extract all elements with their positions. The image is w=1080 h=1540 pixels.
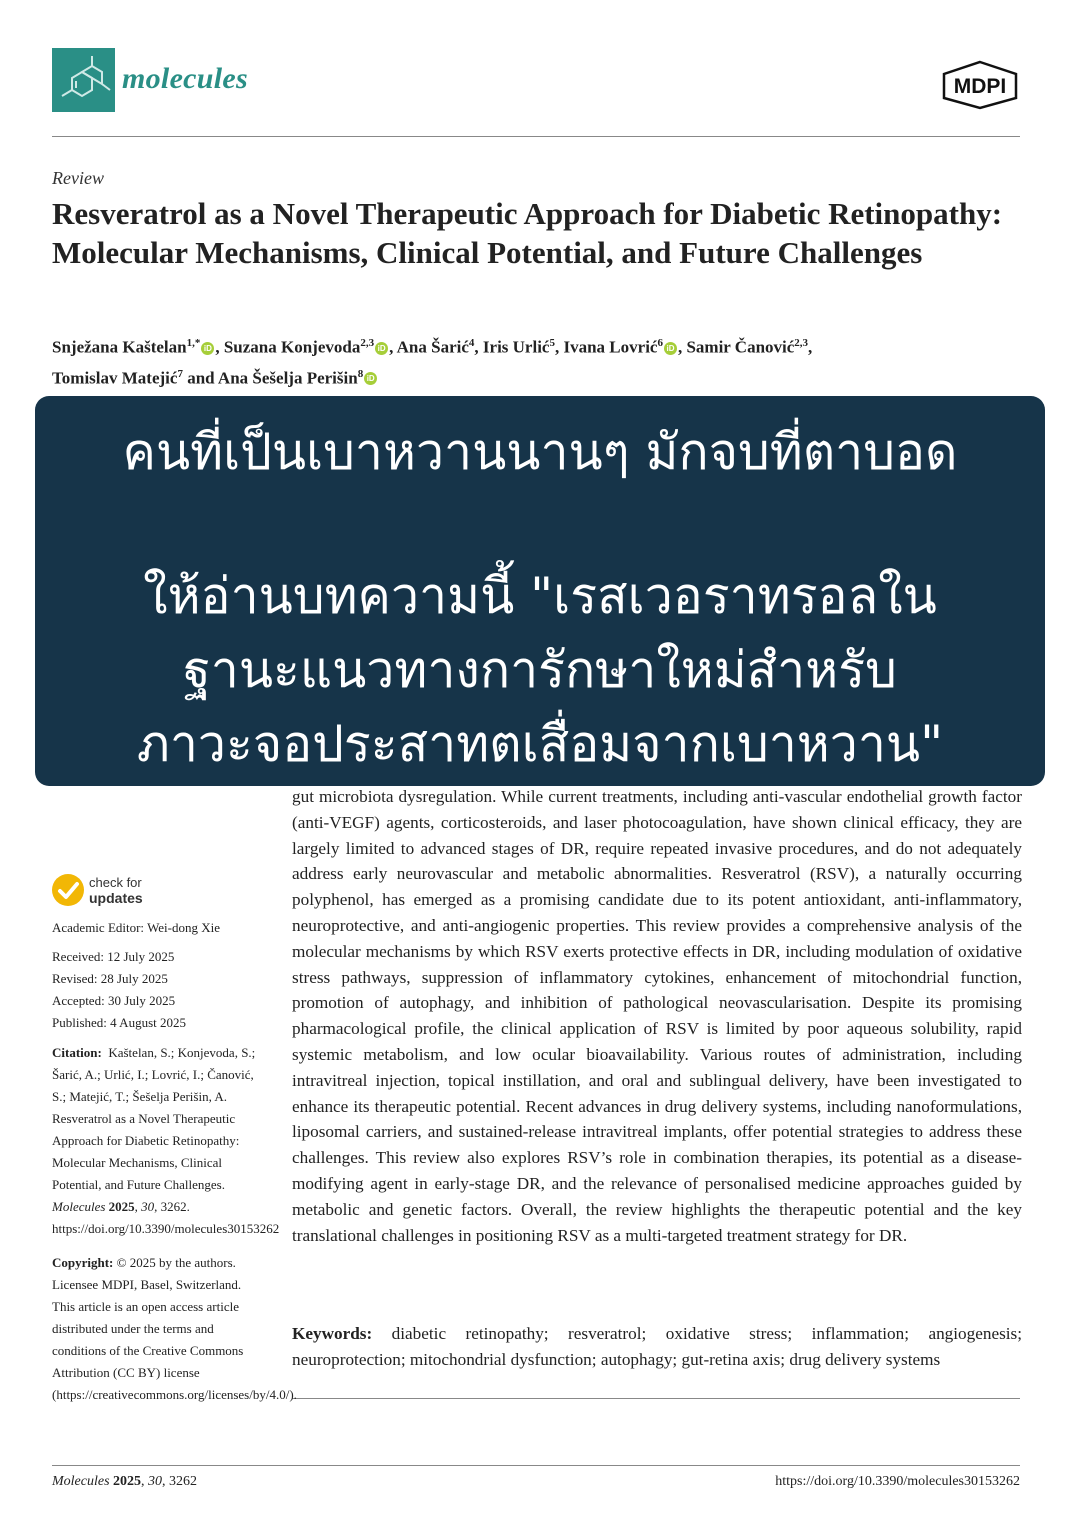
footer-doi-link[interactable]: https://doi.org/10.3390/molecules30153262 bbox=[775, 1474, 1020, 1489]
affiliation-marker: 2,3 bbox=[360, 337, 375, 349]
citation-doi[interactable]: , 3262. https://doi.org/10.3390/molecules30153262 bbox=[52, 1199, 280, 1236]
affiliation-marker: 8 bbox=[357, 367, 364, 380]
citation-text: Kaštelan, S.; Konjevoda, S.; Šarić, A.; Urlić, I.; Lovrić, I.; Čanović, S.; Matejić, T.; Šešelja Perišin, A. Resveratrol as a Novel Therapeutic Approach for Diabetic Retinopathy: Molecular Mechanisms, Clinical Potential, and Future Challenges. bbox=[52, 1045, 256, 1192]
affiliation-marker: 6 bbox=[657, 337, 663, 349]
overlay-line-3: ฐานะแนวทางการักษาใหม่สำหรับ bbox=[183, 641, 897, 699]
molecule-icon bbox=[52, 48, 115, 112]
affiliation-marker: 5 bbox=[549, 337, 555, 349]
orcid-icon[interactable]: iD bbox=[664, 342, 677, 355]
orcid-icon[interactable]: iD bbox=[364, 372, 377, 385]
article-title: Resveratrol as a Novel Therapeutic Approach for Diabetic Retinopathy: Molecular Mechanisms, Clinical Potential, and Future Challenges bbox=[52, 196, 1003, 270]
received-date: Received: 12 July 2025 bbox=[52, 949, 175, 964]
author-name: Ivana Lovrić bbox=[563, 337, 658, 357]
author-name: Snježana Kaštelan bbox=[52, 337, 187, 357]
caption-overlay bbox=[35, 396, 1045, 786]
citation-block: Citation: Kaštelan, S.; Konjevoda, S.; Šarić, A.; Urlić, I.; Lovrić, I.; Čanović, S.; Matejić, T.; Šešelja Perišin, A. Resveratrol as a Novel Therapeutic Approach for Diabetic Retinopathy: Molecular Mechanisms, Clinical Potential, and Future Challenges. Molecules 2025, 30, 3262. https://doi.org/10.3390/molecules30153262 bbox=[52, 1045, 280, 1236]
copyright-block bbox=[52, 1252, 297, 1406]
abstract-divider bbox=[292, 1398, 1020, 1399]
author-name: Ana Šarić bbox=[396, 337, 469, 357]
author-list: Snježana Kaštelan$^{1,*}$ iD , Suzana Konjevoda$^{2,3}$ iD , Ana Šarić$^4$, Iris Urlić$^5$, Ivana Lovrić$^6$ iD , Samir Čanović$^{2,3}$, Tomislav Matejić$^7$ and Ana Šešelja Perišin$^8$ iD bbox=[52, 337, 813, 388]
check-updates-line-1: check for bbox=[89, 875, 142, 890]
copyright-text: © 2025 by the authors. Licensee MDPI, Basel, Switzerland. This article is an open access article distributed under the terms and conditions of the Creative Commons Attribution (CC BY) license (https://creativecommons.org/licenses/by/4.0/). bbox=[52, 1255, 297, 1402]
check-updates-line-2: updates bbox=[89, 890, 143, 906]
author-name: Samir Čanović bbox=[686, 337, 795, 357]
article-type: Review bbox=[52, 168, 104, 188]
affiliation-marker: 4 bbox=[468, 337, 475, 349]
published-date: Published: 4 August 2025 bbox=[52, 1015, 186, 1030]
citation-label: Citation: bbox=[52, 1045, 102, 1060]
keywords-label: Keywords: bbox=[292, 1324, 373, 1343]
citation-year: 2025 bbox=[108, 1199, 135, 1214]
publisher-name: MDPI bbox=[953, 75, 1007, 98]
academic-editor: Academic Editor: Wei-dong Xie bbox=[52, 920, 221, 935]
check-updates-icon bbox=[52, 874, 84, 906]
affiliation-marker: 1,* bbox=[186, 337, 201, 349]
affiliation-marker: 2,3 bbox=[794, 337, 809, 349]
mdpi-logo bbox=[940, 60, 1020, 110]
orcid-icon[interactable]: iD bbox=[375, 342, 388, 355]
author-name: Tomislav Matejić bbox=[52, 368, 178, 388]
footer-citation: Molecules 2025, 30, 3262 bbox=[52, 1474, 198, 1489]
journal-logo bbox=[52, 48, 115, 112]
orcid-icon[interactable]: iD bbox=[201, 342, 214, 355]
keywords-list: diabetic retinopathy; resveratrol; oxidative stress; inflammation; angiogenesis; neuroprotection; mitochondrial dysfunction; autophagy; gut-retina axis; drug delivery systems bbox=[292, 1324, 1022, 1369]
overlay-line-1: คนที่เป็นเบาหวานนานๆ มักจบที่ตาบอด bbox=[122, 423, 958, 481]
affiliation-marker: 7 bbox=[177, 367, 183, 380]
author-name: Ana Šešelja Perišin bbox=[217, 368, 358, 388]
author-name: Iris Urlić bbox=[482, 337, 550, 357]
footer-journal: Molecules bbox=[52, 1474, 110, 1489]
citation-volume: 30 bbox=[141, 1199, 155, 1214]
keywords bbox=[292, 1321, 1022, 1373]
abstract-text: gut microbiota dysregulation. While current treatments, including anti-vascular endothelial growth factor (anti-VEGF) agents, corticosteroids, and laser photocoagulation, have shown clinical efficacy, they are largely limited to advanced stages of DR, require repeated invasive procedures, and do not adequately address early neurovascular and metabolic abnormalities. Resveratrol (RSV), a naturally occurring polyphenol, has emerged as a promising candidate due to its potent antioxidant, anti-inflammatory, neuroprotective, and anti-angiogenic properties. This review provides a comprehensive analysis of the molecular mechanisms by which RSV exerts protective effects in DR, including modulation of oxidative stress pathways, suppression of inflammatory cytokines, enhancement of mitochondrial function, promotion of autophagy, and inhibition of pathological neovascularisation. Despite its promising pharmacological profile, the clinical application of RSV is limited by poor aqueous solubility, rapid systemic metabolism, and low ocular bioavailability. Various routes of administration, including intravitreal injection, topical instillation, and oral and sublingual delivery, have been investigated to enhance its therapeutic potential. Recent advances in drug delivery systems, including nanoformulations, liposomal carriers, and sustained-release intravitreal implants, offer potential strategies to address these challenges. This review also explores RSV’s role in combination therapies, its potential as a disease-modifying agent in early-stage DR, and the relevance of personalised medicine approaches guided by metabolic and genetic factors. Overall, the review highlights the therapeutic potential and the key translational challenges in positioning RSV as a multi-targeted treatment strategy for DR. bbox=[292, 787, 1022, 1245]
footer-year: 2025 bbox=[113, 1474, 142, 1489]
citation-journal: Molecules bbox=[52, 1199, 106, 1214]
author-name: Suzana Konjevoda bbox=[223, 337, 361, 357]
copyright-label: Copyright: bbox=[52, 1255, 114, 1270]
check-for-updates-button[interactable] bbox=[52, 874, 252, 910]
overlay-line-2: ให้อ่านบทความนี้ "เรสเวอราทรอลใน bbox=[143, 567, 937, 625]
footer-divider bbox=[52, 1465, 1020, 1466]
footer-volume: 30 bbox=[148, 1474, 163, 1489]
journal-name: molecules bbox=[122, 62, 249, 95]
revised-date: Revised: 28 July 2025 bbox=[52, 971, 168, 986]
overlay-line-4: ภาวะจอประสาทตเสื่อมจากเบาหวาน" bbox=[136, 715, 944, 773]
footer-article-number: 3262 bbox=[169, 1474, 198, 1489]
accepted-date: Accepted: 30 July 2025 bbox=[52, 993, 176, 1008]
header-divider bbox=[52, 136, 1020, 137]
